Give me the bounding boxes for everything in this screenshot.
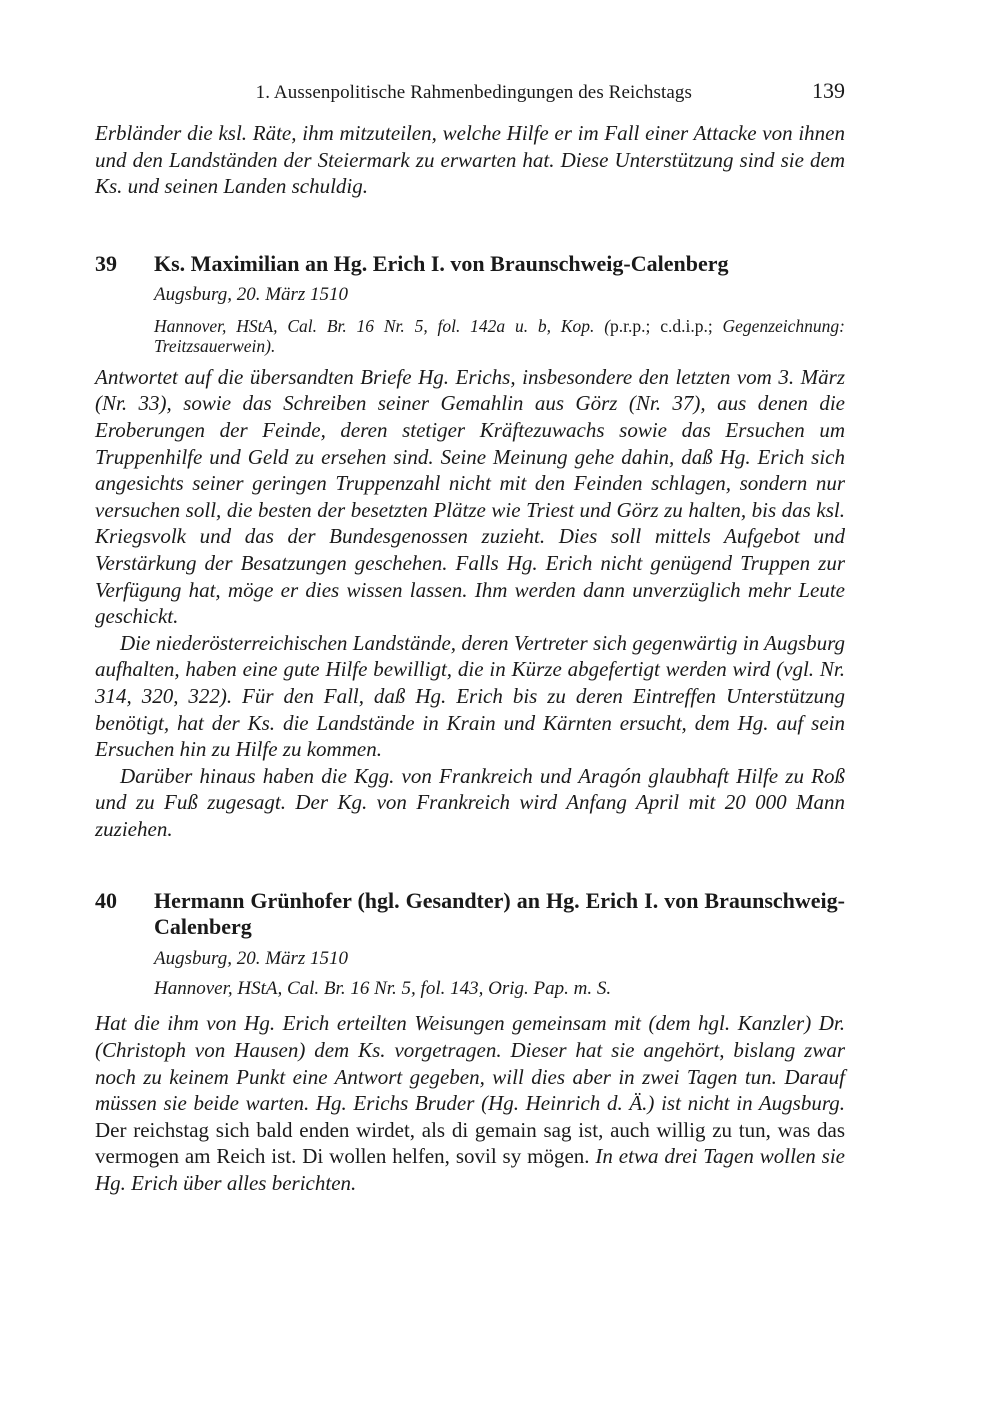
doc-39-title: Ks. Maximilian an Hg. Erich I. von Braunschweig-Calenberg [154, 250, 729, 276]
intro-paragraph: Erbländer die ksl. Räte, ihm mitzuteilen, welche Hilfe er im Fall einer Attacke von ihnen und den Landständen der Steiermark zu erwarten hat. Diese Unterstützung sind sie dem Ks. und seinen Landen schuldig. [95, 121, 845, 199]
doc-39-source-d: Gegenzeichnung: Treitzsauerwein). [154, 315, 845, 356]
doc-39-number: 39 [95, 250, 117, 276]
document-39 [95, 251, 845, 843]
doc-39-source-c: c.d.i.p.; [660, 315, 713, 336]
doc-40-summary: Hat die ihm von Hg. Erich erteilten Weisungen gemeinsam mit (dem hgl. Kanzler) Dr. (Christoph von Hausen) dem Ks. vorgetragen. Dieser hat sie angehört, bislang zwar noch zu keinem Punkt eine Antwort gegeben, will dies aber in zwei Tagen tun. Darauf müssen sie beide warten. Hg. Erichs Bruder (Hg. Heinrich d. Ä.) ist nicht in Augsburg. [95, 1011, 845, 1116]
doc-40-date-place: Augsburg, 20. März 1510 [154, 948, 349, 970]
page-number: 139 [812, 78, 845, 103]
doc-40-source: Hannover, HStA, Cal. Br. 16 Nr. 5, fol. 143, Orig. Pap. m. S. [154, 978, 612, 1000]
running-title: 1. Aussenpolitische Rahmenbedingungen des Reichstags [255, 82, 692, 103]
page-header [95, 78, 845, 108]
doc-39-paragraph-2: Die niederösterreichischen Landstände, deren Vertreter sich gegenwärtig in Augsburg aufhalten, haben eine gute Hilfe bewilligt, die in Kürze abgefertigt werden wird (vgl. Nr. 314, 320, 322). Für den Fall, daß Hg. Erich bis zu deren Eintreffen Unterstützung benötigt, hat der Ks. die Landstände in Krain und Kärnten ersucht, dem Hg. auf sein Ersuchen hin zu Hilfe zu kommen. [95, 630, 845, 762]
document-40 [95, 888, 845, 1196]
doc-39-source [154, 316, 845, 356]
doc-39-paragraph-3: Darüber hinaus haben die Kgg. von Frankreich und Aragón glaubhaft Hilfe zu Roß und zu Fuß zugesagt. Der Kg. von Frankreich wird Anfang April mit 20 000 Mann zuziehen. [95, 763, 845, 841]
doc-40-quotation: Der reichstag sich bald enden wirdet, als di gemain sag ist, auch willig zu tun, was das vermogen am Reich ist. Di wollen helfen, sovil sy mögen. [95, 1117, 845, 1169]
doc-39-heading [95, 251, 845, 277]
document-page [95, 78, 845, 1197]
doc-39-paragraph-1: Antwortet auf die übersandten Briefe Hg. Erichs, insbesondere den letzten vom 3. März (Nr. 33), sowie das Schreiben seiner Gemahlin aus Görz (Nr. 37), aus denen die Eroberungen der Feinde, deren stetiger Kräftezuwachs sowie das Ersuchen um Truppenhilfe und Geld zu ersehen sind. Seine Meinung gehe dahin, daß Hg. Erich sich angesichts seiner geringen Truppenzahl nicht mit den Feinden schlagen, sondern nur versuchen soll, die besten der besetzten Plätze wie Triest und Görz zu halten, bis das ksl. Kriegsvolk und das der Bundesgenossen zuzieht. Dies soll mittels Aufgebot und Verstärkung der Besatzungen geschehen. Falls Hg. Erich nicht genügend Truppen zur Verfügung hat, möge er dies wissen lassen. Ihm werden dann unverzüglich mehr Leute geschickt. [95, 364, 845, 629]
doc-39-source-b: p.r.p.; [610, 315, 651, 336]
doc-40-heading [95, 888, 845, 940]
doc-40-number: 40 [95, 888, 117, 914]
doc-39-source-a: Hannover, HStA, Cal. Br. 16 Nr. 5, fol. 142a u. b, Kop. ( [154, 315, 611, 336]
doc-39-date-place: Augsburg, 20. März 1510 [154, 283, 349, 305]
doc-40-summary-end: In etwa drei Tagen wollen sie Hg. Erich über alles berichten. [95, 1144, 845, 1196]
doc-40-title: Hermann Grünhofer (hgl. Gesandter) an Hg. Erich I. von Braunschweig-Calenberg [154, 888, 845, 940]
doc-40-paragraph-1 [95, 1010, 845, 1196]
